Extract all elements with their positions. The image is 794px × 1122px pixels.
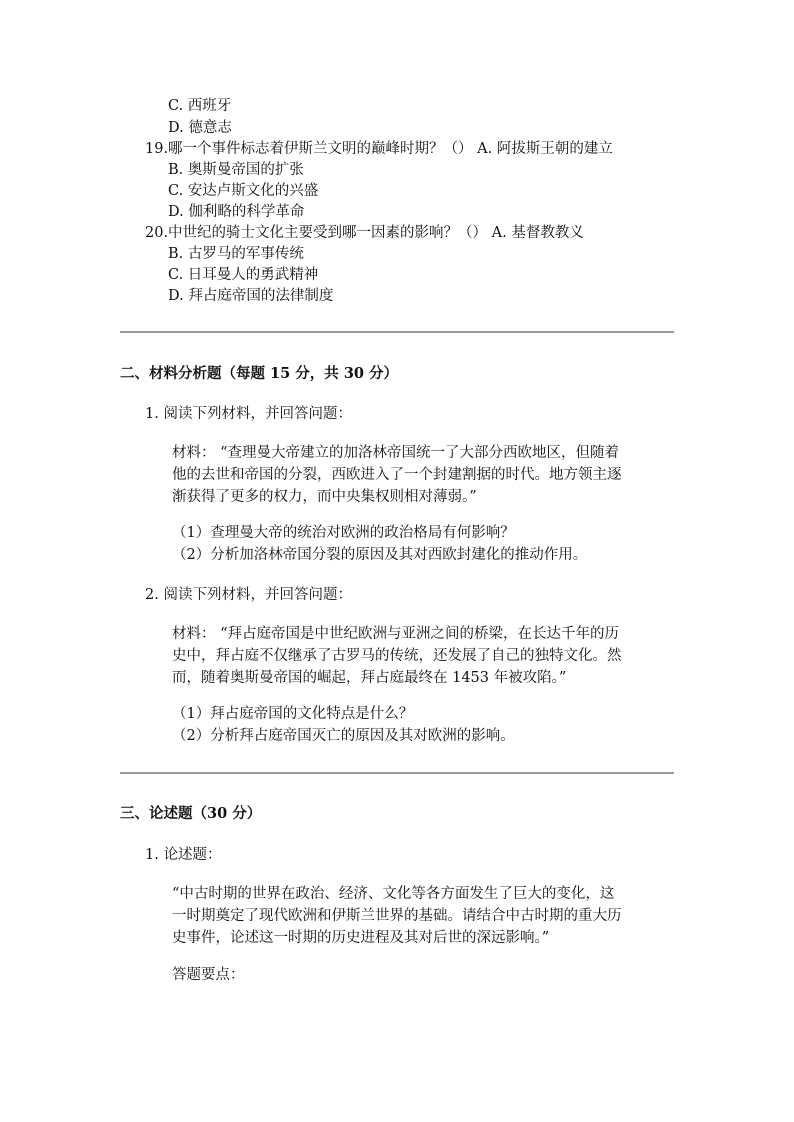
part3-title: 三、论述题（30 分） xyxy=(120,805,262,822)
q20-option-c: C. 日耳曼人的勇武精神 xyxy=(168,267,319,283)
q19-option-b: B. 奥斯曼帝国的扩张 xyxy=(168,162,304,178)
part3-answer-label: 答题要点： xyxy=(172,967,245,983)
part2-title: 二、材料分析题（每题 15 分，共 30 分） xyxy=(120,365,399,382)
q18-option-c: C. 西班牙 xyxy=(168,98,232,114)
q19-stem: 19.哪一个事件标志着伊斯兰文明的巅峰时期？（） A. 阿拔斯王朝的建立 xyxy=(145,141,613,157)
part3-q1-prompt-line: 一时期奠定了现代欧洲和伊斯兰世界的基础。请结合中古时期的重大历 xyxy=(172,908,622,924)
part2-q1-subquestion: （2）分析加洛林帝国分裂的原因及其对西欧封建化的推动作用。 xyxy=(172,547,588,563)
q20-option-b: B. 古罗马的军事传统 xyxy=(168,246,304,262)
part2-q2-intro: 2. 阅读下列材料，并回答问题： xyxy=(145,587,352,603)
q19-option-c: C. 安达卢斯文化的兴盛 xyxy=(168,183,319,199)
part3-q1-prompt-line: “中古时期的世界在政治、经济、文化等各方面发生了巨大的变化，这 xyxy=(172,886,615,902)
q19-option-d: D. 伽利略的科学革命 xyxy=(168,204,305,220)
part3-q1-prompt-line: 史事件，论述这一时期的历史进程及其对后世的深远影响。” xyxy=(172,930,550,946)
part2-q2-material-line: 史中，拜占庭不仅继承了古罗马的传统，还发展了自己的独特文化。然 xyxy=(172,648,622,664)
part2-q2-subquestion: （2）分析拜占庭帝国灭亡的原因及其对欧洲的影响。 xyxy=(172,728,515,744)
section-divider xyxy=(120,772,674,774)
part2-q2-material-line: 材料： “拜占庭帝国是中世纪欧洲与亚洲之间的桥梁，在长达千年的历 xyxy=(172,626,620,642)
part2-q1-material-line: 渐获得了更多的权力，而中央集权则相对薄弱。” xyxy=(172,489,477,505)
q20-stem: 20.中世纪的骑士文化主要受到哪一因素的影响？（） A. 基督教教义 xyxy=(145,225,584,241)
part2-q1-material-line: 材料： “查理曼大帝建立的加洛林帝国统一了大部分西欧地区，但随着 xyxy=(172,445,620,461)
part2-q2-material-line: 而，随着奥斯曼帝国的崛起，拜占庭最终在 1453 年被攻陷。” xyxy=(172,670,567,686)
part2-q1-intro: 1. 阅读下列材料，并回答问题： xyxy=(145,406,352,422)
part2-q1-material-line: 他的去世和帝国的分裂，西欧进入了一个封建割据的时代。地方领主逐 xyxy=(172,467,622,483)
part2-q1-subquestion: （1）查理曼大帝的统治对欧洲的政治格局有何影响？ xyxy=(172,525,515,541)
q18-option-d: D. 德意志 xyxy=(168,120,232,136)
part3-q1-intro: 1. 论述题： xyxy=(145,847,222,863)
section-divider xyxy=(120,331,674,333)
part2-q2-subquestion: （1）拜占庭帝国的文化特点是什么？ xyxy=(172,706,414,722)
q20-option-d: D. 拜占庭帝国的法律制度 xyxy=(168,288,334,304)
